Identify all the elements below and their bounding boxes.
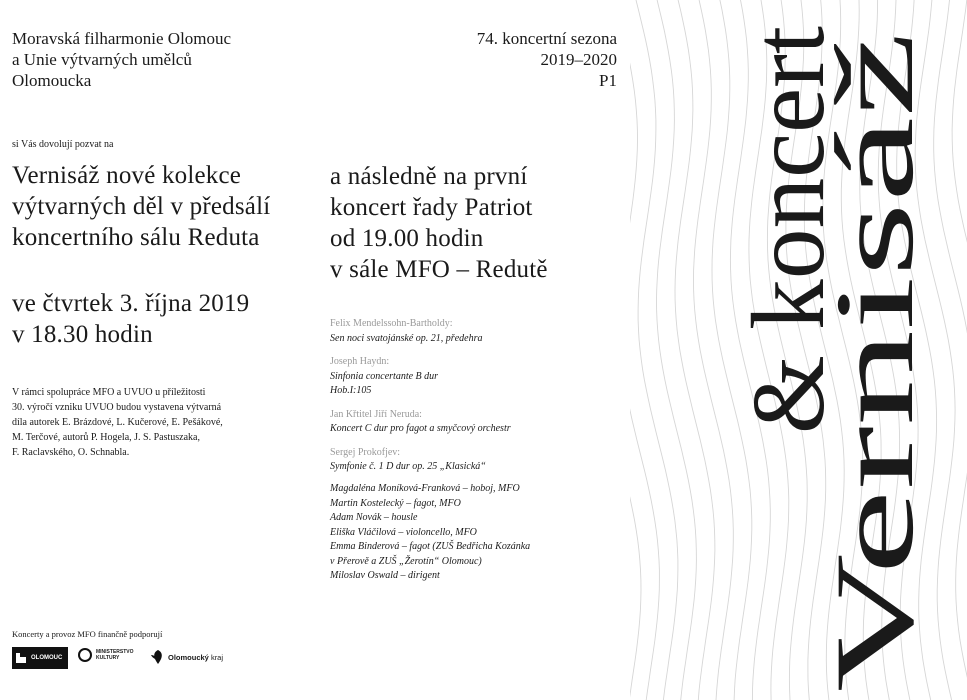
work-title: Hob.I:105 xyxy=(330,385,372,396)
work-title: Sinfonia concertante B dur xyxy=(330,370,439,382)
program-item xyxy=(330,408,630,437)
vernissage-title-line: koncertního sálu Reduta xyxy=(12,224,260,251)
composer-name: Sergej Prokofjev: xyxy=(330,446,401,458)
concert-title-line: od 19.00 hodin xyxy=(330,225,484,252)
region-leaf-icon xyxy=(150,649,166,665)
olomouc-mark-icon xyxy=(16,653,26,663)
performer-line: Magdaléna Moníková-Franková – hoboj, MFO xyxy=(330,483,520,494)
note-line: díla autorek E. Brázdové, L. Kučerové, E. Pešákové, xyxy=(12,417,223,428)
time-line: v 18.30 hodin xyxy=(12,321,153,348)
region-logo xyxy=(150,649,223,665)
program-list xyxy=(330,317,630,484)
date-time xyxy=(12,288,312,350)
vertical-title xyxy=(650,0,967,700)
note-line: 30. výročí vzniku UVUO budou vystavena výtvarná xyxy=(12,402,222,413)
season-line: 74. koncertní sezona xyxy=(476,29,617,48)
ministry-logo-line: KULTURY xyxy=(96,655,120,661)
work-title: Sen noci svatojánské op. 21, předehra xyxy=(330,332,483,344)
season-years: 2019–2020 xyxy=(540,50,617,69)
note-line: F. Raclavského, O. Schnabla. xyxy=(12,447,130,458)
composer-name: Felix Mendelssohn-Bartholdy: xyxy=(330,318,453,329)
ministry-logo-line: MINISTERSTVO xyxy=(96,649,134,655)
concert-title-line: koncert řady Patriot xyxy=(330,194,533,221)
work-title: Koncert C dur pro fagot a smyčcový orchestr xyxy=(330,423,511,434)
season-info xyxy=(477,28,617,91)
performers-list xyxy=(330,482,630,584)
olomouc-logo xyxy=(12,647,68,669)
concert-title-line: v sále MFO – Redutě xyxy=(330,256,548,283)
exhibition-note xyxy=(12,385,292,460)
organizers xyxy=(12,28,231,91)
note-line: M. Terčové, autorů P. Hogela, J. S. Pastuszaka, xyxy=(12,432,200,443)
season-code: P1 xyxy=(599,71,617,90)
organizer-line: a Unie výtvarných umělců xyxy=(12,50,192,69)
vernissage-title-line: Vernisáž nové kolekce xyxy=(12,162,242,189)
work-title: Symfonie č. 1 D dur op. 25 „Klasická“ xyxy=(330,461,486,472)
performer-line: Eliška Vláčilová – violoncello, MFO xyxy=(330,526,477,538)
composer-name: Jan Křtitel Jiří Neruda: xyxy=(330,408,422,420)
note-line: V rámci spolupráce MFO a UVUO u příležitosti xyxy=(12,387,206,398)
concert-title-line: a následně na první xyxy=(330,163,528,190)
organizer-line: Olomoucka xyxy=(12,71,92,90)
invite-line: si Vás dovolují pozvat na xyxy=(12,139,114,150)
sponsor-text: Koncerty a provoz MFO finančně podporují xyxy=(12,629,163,639)
ministry-logo xyxy=(78,648,134,662)
program-item xyxy=(330,355,630,399)
performer-line: Miloslav Oswald – dirigent xyxy=(330,570,440,581)
organizer-line: Moravská filharmonie Olomouc xyxy=(12,29,232,48)
vertical-title-line: & koncert xyxy=(731,15,846,434)
vernissage-title xyxy=(12,160,312,253)
ministry-circle-icon xyxy=(78,648,92,662)
ministry-logo-text xyxy=(96,649,134,661)
vernissage-title-line: výtvarných děl v předsálí xyxy=(12,193,271,220)
program-item xyxy=(330,446,630,475)
performer-line: Emma Binderová – fagot (ZUŠ Bedřicha Kozánka xyxy=(330,541,531,552)
date-line: ve čtvrtek 3. října 2019 xyxy=(12,290,250,317)
sponsor-logos xyxy=(12,647,252,671)
region-logo-suffix: kraj xyxy=(210,652,224,662)
concert-title xyxy=(330,161,630,285)
composer-name: Joseph Haydn: xyxy=(330,356,390,367)
program-item xyxy=(330,317,630,346)
performer-line: Martin Kostelecký – fagot, MFO xyxy=(330,497,461,509)
region-logo-name: Olomoucký xyxy=(168,652,209,662)
vertical-title-line: Vernisáž xyxy=(813,306,937,692)
performer-line: Adam Novák – housle xyxy=(330,512,418,523)
performer-line: v Přerově a ZUŠ „Žerotín“ Olomouc) xyxy=(330,555,482,567)
olomouc-logo-text: OLOMOUC xyxy=(31,655,63,661)
